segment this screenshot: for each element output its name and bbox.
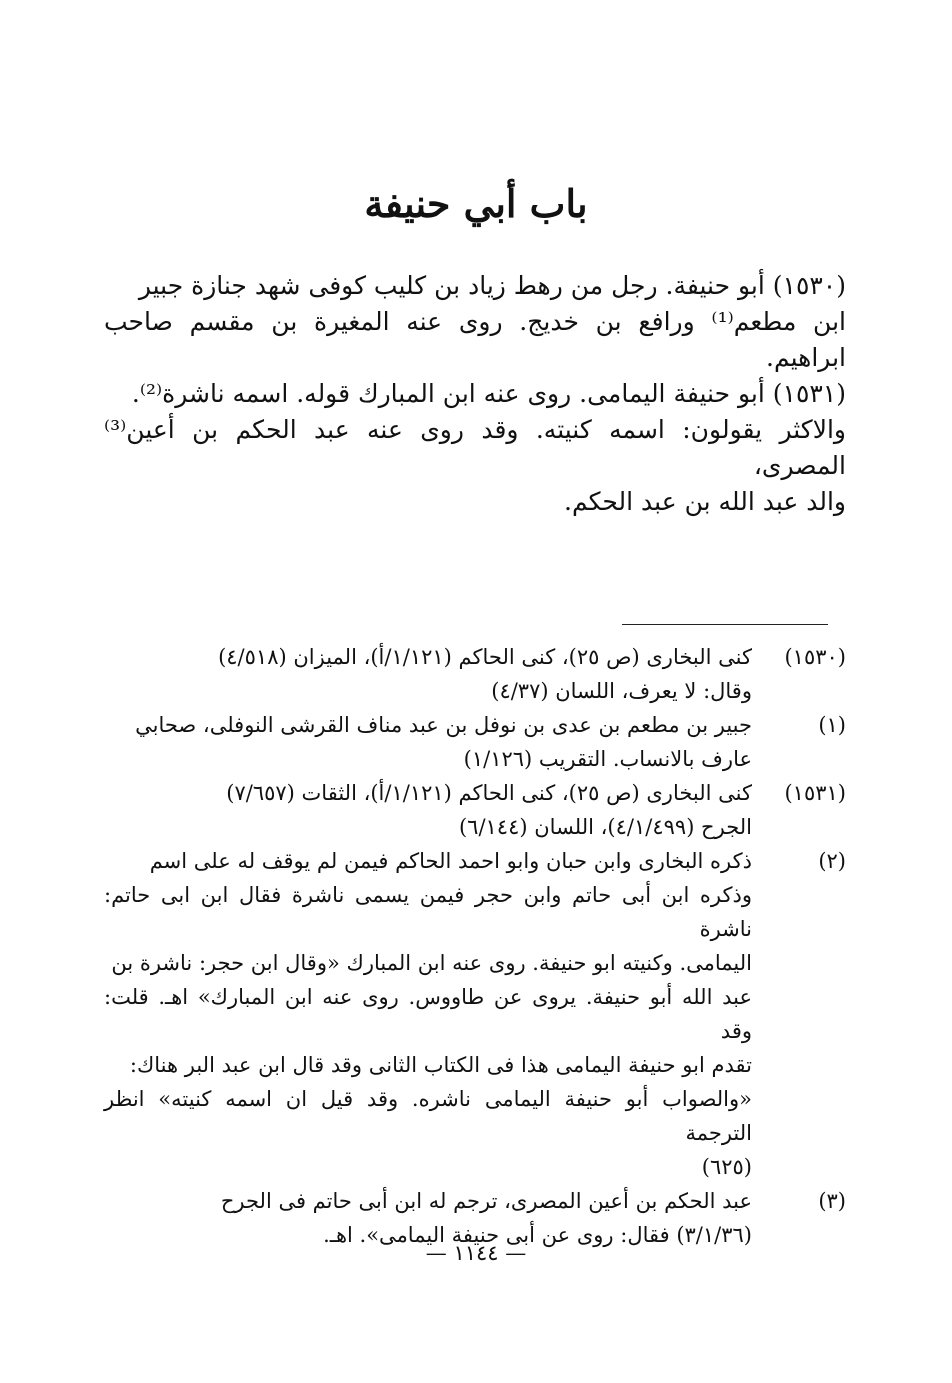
footnote-line: ذكره البخارى وابن حبان وابو احمد الحاكم فيمن لم يوقف له على اسم xyxy=(149,849,752,873)
main-line: (١٥٣٠) أبو حنيفة. رجل من رهط زياد بن كليب كوفى شهد جنازة جبير xyxy=(138,271,846,300)
footnote-ref: (١) xyxy=(818,713,846,737)
footnote-body xyxy=(104,776,752,844)
footnote-line: تقدم ابو حنيفة اليمامى هذا فى الكتاب الثانى وقد قال ابن عبد البر هناك: xyxy=(129,1053,752,1077)
footnote-line: الجرح (٤/١/٤٩٩)، اللسان (٦/١٤٤) xyxy=(458,815,752,839)
footnote-separator xyxy=(622,624,828,625)
footnote-line: (٣/١/٣٦) فقال: روى عن أبى حنيفة اليمامى». اهـ. xyxy=(323,1223,752,1247)
main-line: (١٥٣١) أبو حنيفة اليمامى. روى عنه ابن المبارك قوله. اسمه ناشرة⁽²⁾. xyxy=(131,379,846,408)
footnote-body xyxy=(104,708,752,776)
footnote-line: وقال: لا يعرف، اللسان (٤/٣٧) xyxy=(491,679,752,703)
footnote-line: اليمامى. وكنيته ابو حنيفة. روى عنه ابن المبارك «وقال ابن حجر: ناشرة بن xyxy=(111,951,752,975)
footnote-body xyxy=(104,844,752,1184)
footnote-line: (٦٢٥) xyxy=(701,1155,752,1179)
footnote-body xyxy=(104,640,752,708)
footnote-ref: (٣) xyxy=(818,1189,846,1213)
page-number: — ١١٤٤ — xyxy=(425,1241,527,1265)
chapter-title: باب أبي حنيفة xyxy=(364,181,588,226)
footnotes xyxy=(104,640,846,1252)
footnote-1530 xyxy=(104,640,846,708)
footnote-line: عبد الله أبو حنيفة. يروى عن طاووس. روى عنه ابن المبارك» اهـ. قلت: وقد xyxy=(104,985,752,1043)
footnote-ref: (١٥٣٠) xyxy=(784,645,846,669)
main-line: والد عبد الله بن عبد الحكم. xyxy=(564,487,846,516)
footnote-line: عبد الحكم بن أعين المصرى، ترجم له ابن أبى حاتم فى الجرح xyxy=(220,1189,752,1213)
footnote-ref: (١٥٣١) xyxy=(784,781,846,805)
footnote-line: جبير بن مطعم بن عدى بن نوفل بن عبد مناف القرشى النوفلى، صحابي xyxy=(135,713,752,737)
footnote-line: «والصواب أبو حنيفة اليمامى ناشره. وقد قيل ان اسمه كنيته» انظر الترجمة xyxy=(104,1087,752,1145)
footnote-line: كنى البخارى (ص ٢٥)، كنى الحاكم (١/١٢١/أ)، الثقات (٧/٦٥٧) xyxy=(226,781,752,805)
main-text xyxy=(104,268,846,520)
main-line: ابن مطعم⁽¹⁾ ورافع بن خديج. روى عنه المغيرة بن مقسم صاحب ابراهيم. xyxy=(104,307,846,372)
footnote-line: كنى البخارى (ص ٢٥)، كنى الحاكم (١/١٢١/أ)، الميزان (٤/٥١٨) xyxy=(218,645,752,669)
footnote-1531 xyxy=(104,776,846,844)
footnote-line: عارف بالانساب. التقريب (١/١٢٦) xyxy=(463,747,752,771)
main-line: والاكثر يقولون: اسمه كنيته. وقد روى عنه عبد الحكم بن أعين⁽³⁾ المصرى، xyxy=(104,415,846,480)
footnote-ref: (٢) xyxy=(818,849,846,873)
footnote-1 xyxy=(104,708,846,776)
footnote-2 xyxy=(104,844,846,1184)
footnote-line: وذكره ابن أبى حاتم وابن حجر فيمن يسمى ناشرة فقال ابن ابى حاتم: ناشرة xyxy=(104,883,752,941)
